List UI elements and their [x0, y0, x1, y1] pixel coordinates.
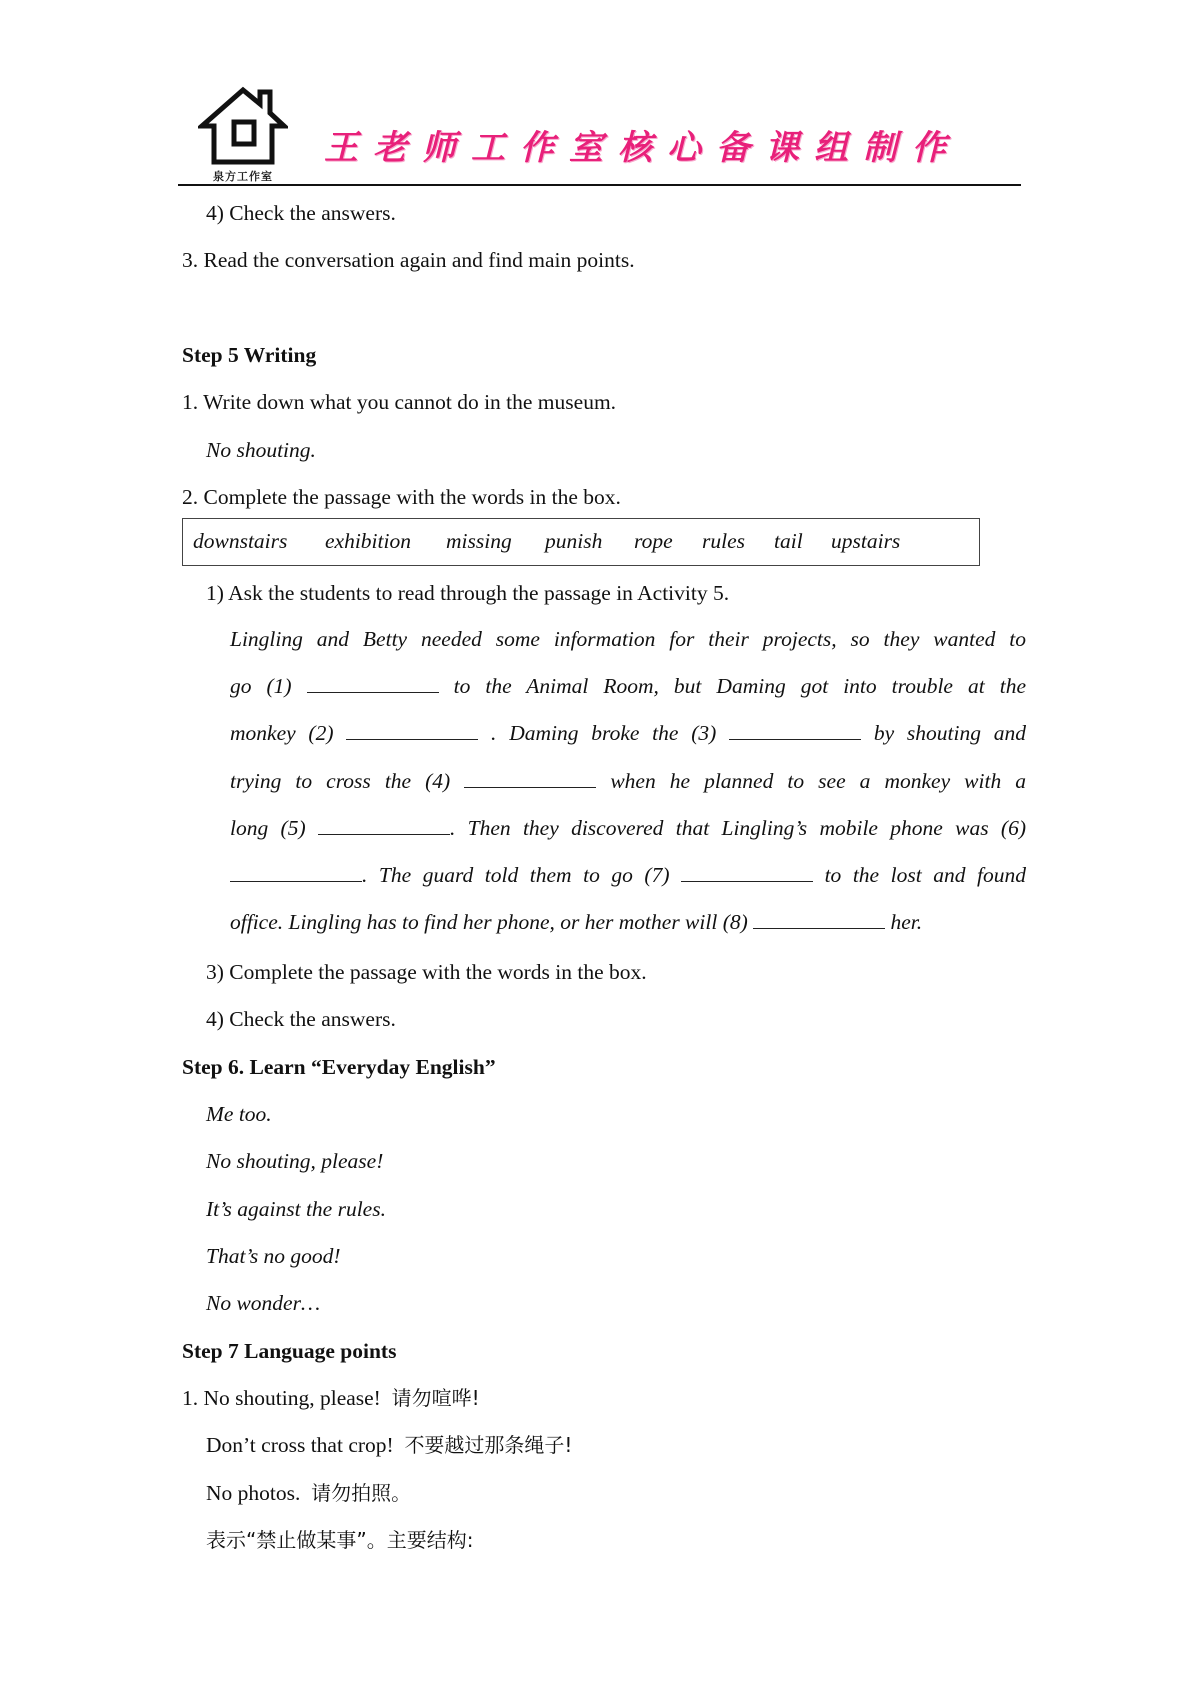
everyday-phrase: It’s against the rules. — [206, 1197, 386, 1221]
passage-line — [230, 627, 1026, 652]
passage-text: monkey (2) — [230, 721, 347, 746]
step7-note: 表示“禁止做某事”。主要结构: — [206, 1528, 474, 1552]
step7-item1 — [182, 1385, 480, 1411]
passage-line — [230, 674, 1026, 699]
passage-text: trying to cross the (4) — [230, 768, 465, 793]
step5-item1-example: No shouting. — [206, 438, 316, 462]
step7-item1-en: 1. No shouting, please! — [182, 1386, 381, 1410]
answer-blank[interactable] — [346, 723, 478, 740]
passage-line — [230, 816, 1026, 841]
word-box-item: downstairs — [193, 529, 288, 553]
step5-sub1: 1) Ask the students to read through the passage in Activity 5. — [206, 581, 730, 605]
header-title: 王老师工作室核心备课组制作 — [324, 128, 961, 168]
step5-item2: 2. Complete the passage with the words in the box. — [182, 485, 621, 509]
passage-line — [230, 910, 1026, 935]
word-box-item: tail — [774, 529, 803, 553]
answer-blank[interactable] — [307, 676, 439, 693]
step7-example2 — [206, 1432, 572, 1458]
everyday-phrase: That’s no good! — [206, 1244, 341, 1268]
step7-heading: Step 7 Language points — [182, 1339, 397, 1363]
everyday-phrase: No shouting, please! — [206, 1149, 384, 1173]
word-box — [182, 518, 980, 566]
passage-line — [230, 721, 1026, 746]
logo-caption: 泉方工作室 — [213, 170, 273, 183]
passage-text: when he planned to see a monkey with a — [596, 768, 1027, 793]
passage-line — [230, 769, 1026, 794]
passage-text: . Then they discovered that Lingling’s mobile phone was (6) — [449, 815, 1026, 840]
word-box-item: rope — [634, 529, 673, 553]
step7-item1-zh: 请勿喧哗! — [391, 1386, 480, 1410]
step4-item3: 3. Read the conversation again and find main points. — [182, 248, 635, 272]
page-header — [178, 80, 1021, 186]
passage-text: long (5) — [230, 815, 318, 840]
passage-text: Lingling and Betty needed some information for their projects, so they wanted to — [230, 627, 1026, 651]
passage-text: office. Lingling has to find her phone, or her mother will (8) — [230, 910, 754, 935]
answer-blank[interactable] — [318, 818, 450, 835]
step7-example3-en: No photos. — [206, 1481, 301, 1505]
header-divider — [178, 184, 1021, 186]
answer-blank[interactable] — [753, 912, 885, 929]
step7-example3 — [206, 1480, 411, 1506]
studio-logo — [198, 86, 288, 182]
word-box-item: rules — [702, 529, 745, 553]
step7-example2-zh: 不要越过那条绳子! — [404, 1433, 573, 1457]
answer-blank[interactable] — [729, 723, 861, 740]
passage-text: by shouting and — [861, 721, 1026, 746]
passage-text: to the Animal Room, but Daming got into trouble at the — [438, 674, 1026, 699]
answer-blank[interactable] — [681, 865, 813, 882]
answer-blank[interactable] — [230, 865, 362, 882]
passage-text: go (1) — [230, 674, 307, 699]
step5-heading: Step 5 Writing — [182, 343, 317, 367]
passage-text: to the lost and found — [813, 863, 1026, 887]
step7-example2-en: Don’t cross that crop! — [206, 1433, 394, 1457]
passage-text: . The guard told them to go (7) — [362, 863, 682, 887]
step4-item4: 4) Check the answers. — [206, 201, 396, 225]
step5-sub3: 3) Complete the passage with the words in the box. — [206, 960, 647, 984]
answer-blank[interactable] — [464, 771, 596, 788]
passage-text: her. — [885, 910, 923, 935]
step7-example3-zh: 请勿拍照。 — [311, 1481, 412, 1505]
word-box-item: exhibition — [325, 529, 411, 553]
passage-line — [230, 863, 1026, 888]
everyday-phrase: Me too. — [206, 1102, 272, 1126]
house-icon — [198, 86, 288, 166]
step5-item1: 1. Write down what you cannot do in the museum. — [182, 390, 617, 414]
step6-heading: Step 6. Learn “Everyday English” — [182, 1055, 496, 1079]
word-box-item: upstairs — [831, 529, 901, 553]
step5-sub4: 4) Check the answers. — [206, 1007, 396, 1031]
word-box-item: missing — [446, 529, 512, 553]
word-box-item: punish — [545, 529, 603, 553]
everyday-phrase: No wonder… — [206, 1291, 321, 1315]
passage-text: . Daming broke the (3) — [478, 721, 730, 746]
